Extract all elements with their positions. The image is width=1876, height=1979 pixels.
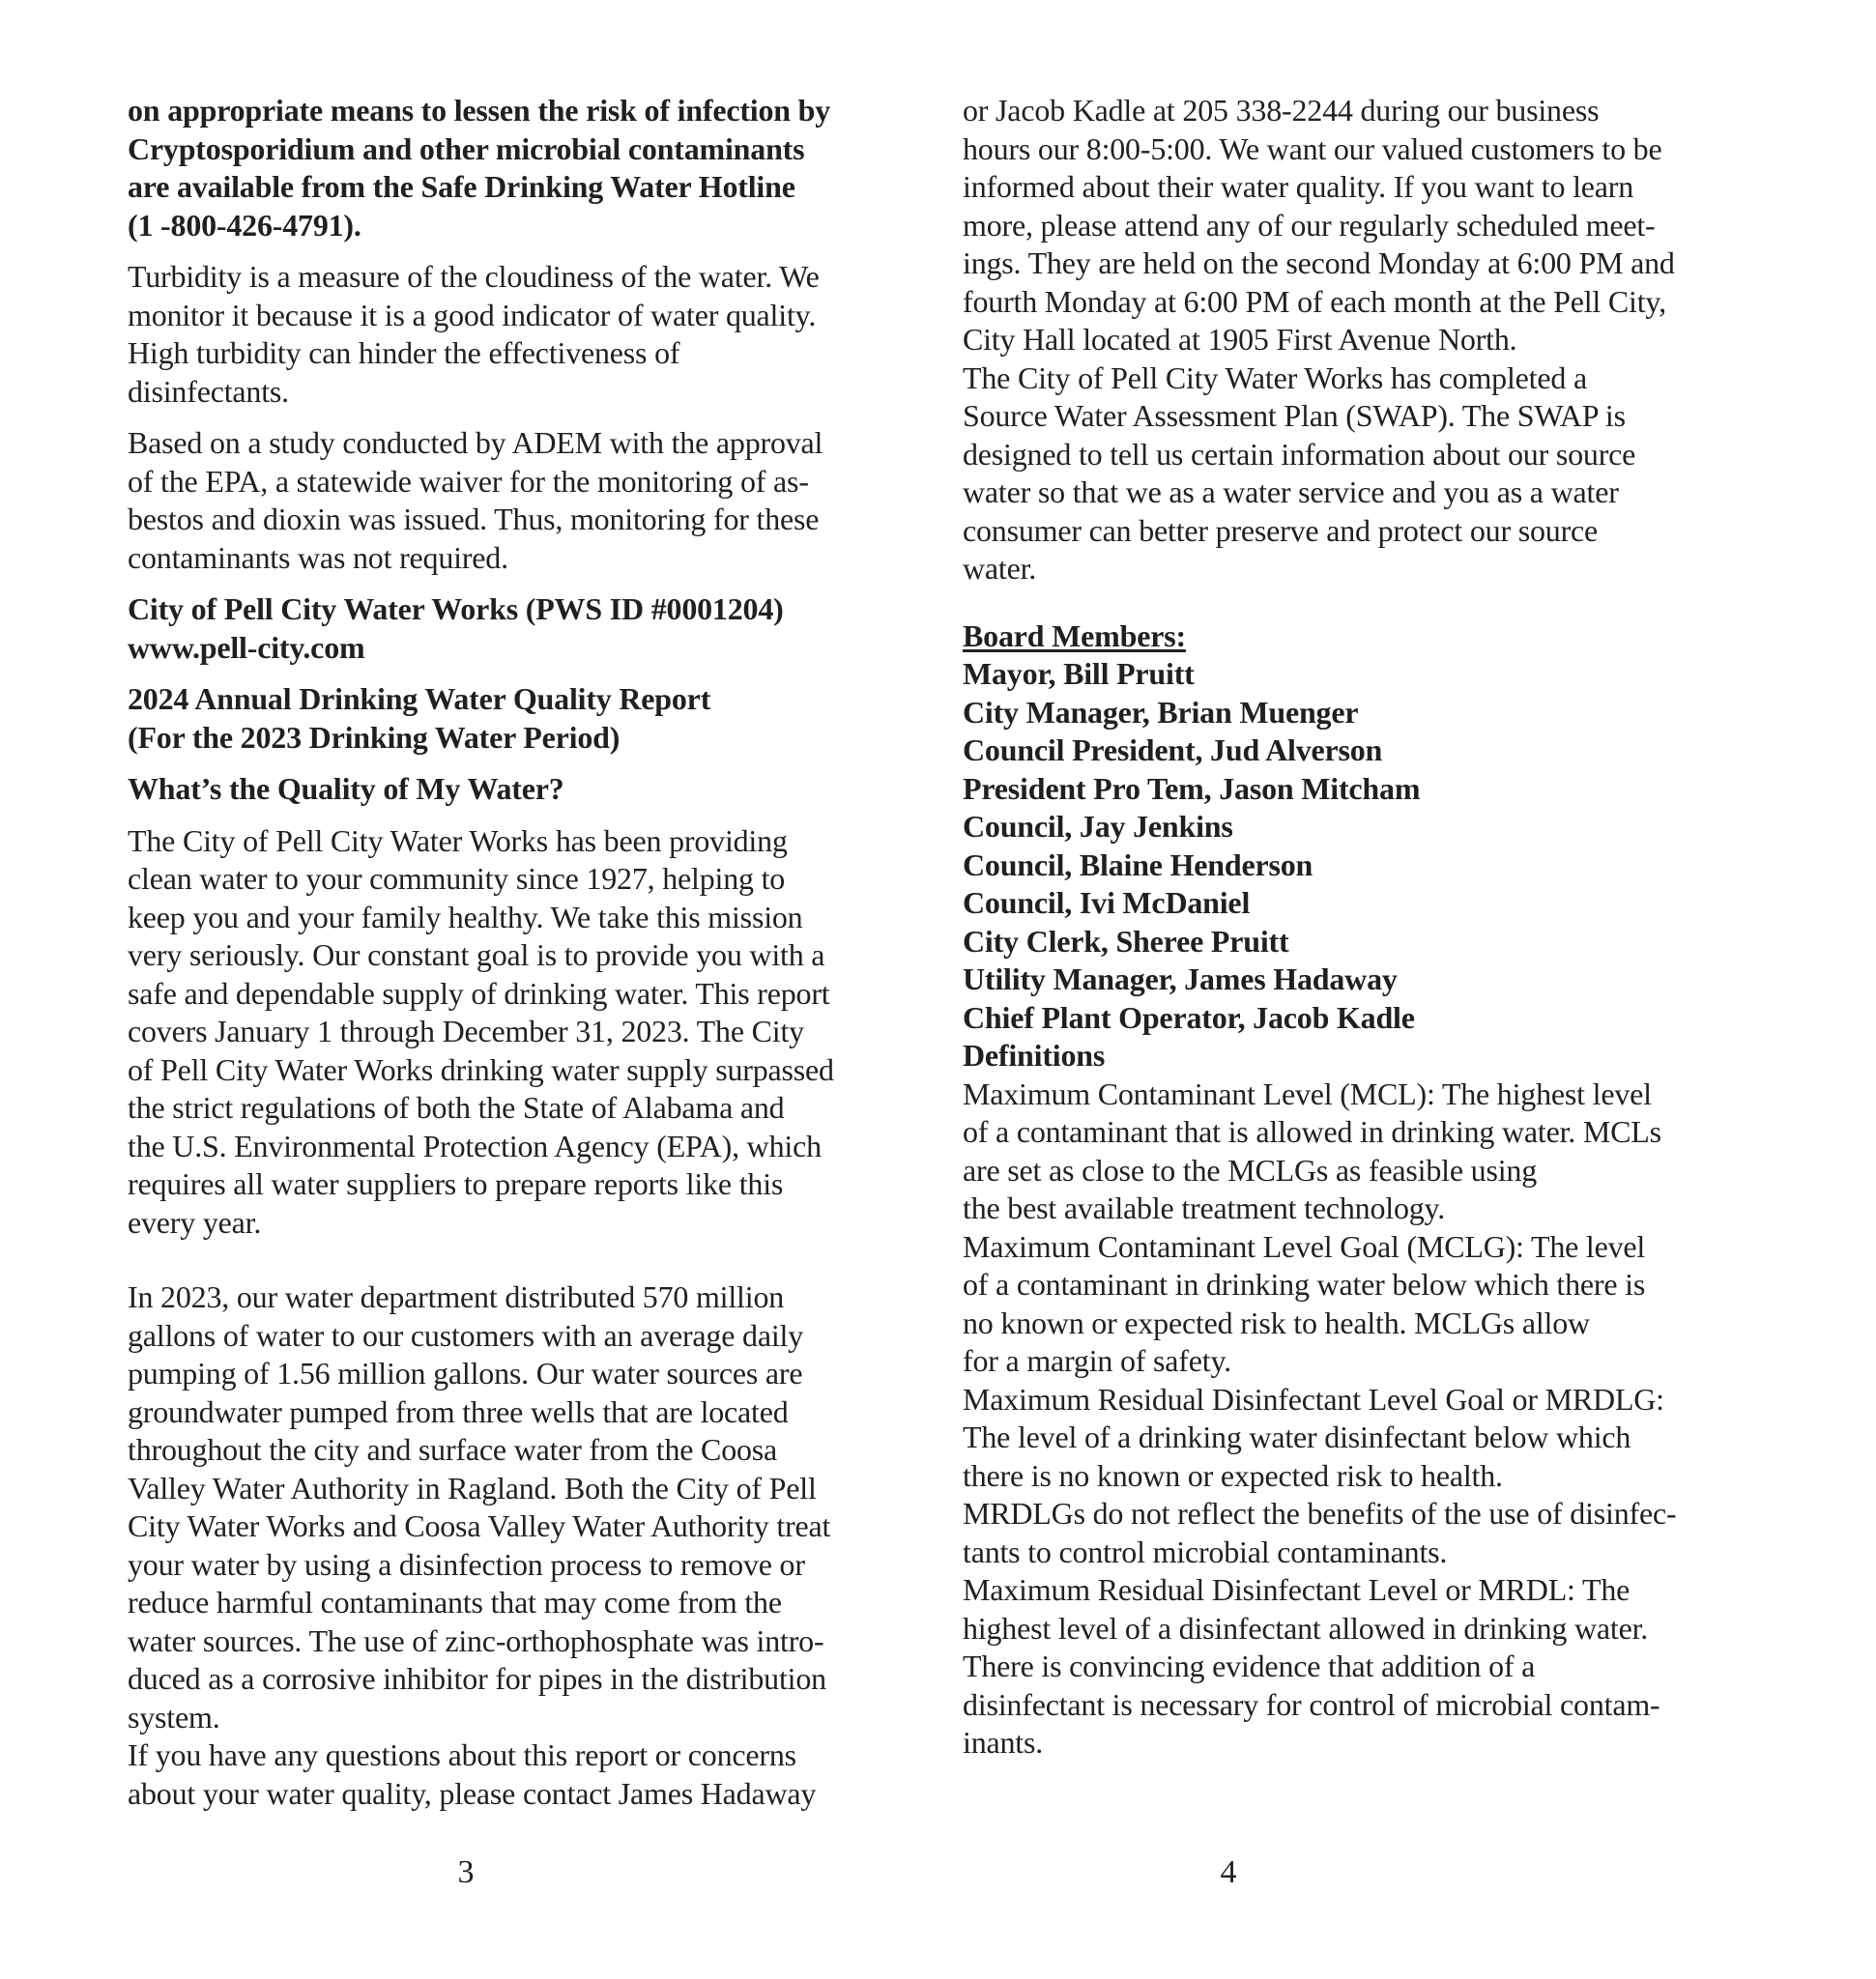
hotline-paragraph: on appropriate means to lessen the risk of infection by Cryptosporidium and other microbial contaminants are available from the Safe Drinking Water Hotline (1 -800-426-4791). xyxy=(128,93,831,243)
page-number: 3 xyxy=(457,1854,475,1890)
definitions-heading: Definitions xyxy=(963,1038,1106,1073)
board-member: Council, Blaine Henderson xyxy=(963,846,1313,882)
distribution-paragraph: In 2023, our water department distributed 570 million gallons of water to our customers with an average daily pumping of 1.56 million gallons. Our water sources are groundwater pumped from three wells that are located throughout the city and surface water from the Coosa Valley Water Authority in Ragland. Both the City of Pell City Water Works and Coosa Valley Water Authority treat your water by using a disinfection process to remove or reduce harmful contaminants that may come from the water sources. The use of zinc-orthophosphate was intro- duced as a corrosive inhibitor for pipes in the distribution system. xyxy=(128,1279,831,1735)
board-member: Utility Manager, James Hadaway xyxy=(963,961,1398,996)
board-member: Council, Jay Jenkins xyxy=(963,809,1233,844)
board-member: Council President, Jud Alverson xyxy=(963,732,1383,767)
right-column xyxy=(963,92,1736,1763)
board-member: Council, Ivi McDaniel xyxy=(963,885,1251,920)
right-page xyxy=(963,0,1736,1979)
left-column xyxy=(128,92,881,1813)
definition-mrdlg: Maximum Residual Disinfectant Level Goal or MRDLG: The level of a drinking water disinfectant below which there is no known or expected risk to health. MRDLGs do not reflect the benefits of the use of disinfec- tants to control microbial contaminants. xyxy=(963,1381,1677,1569)
board-member: President Pro Tem, Jason Mitcham xyxy=(963,770,1421,806)
page-number: 4 xyxy=(1220,1854,1237,1890)
report-title: 2024 Annual Drinking Water Quality Report (For the 2023 Drinking Water Period) xyxy=(128,681,711,755)
definition-mcl: Maximum Contaminant Level (MCL): The highest level of a contaminant that is allowed in drinking water. MCLs are set as close to the MCLGs as feasible using the best available treatment technology. xyxy=(963,1076,1661,1225)
quality-paragraph: The City of Pell City Water Works has been providing clean water to your community since 1927, helping to keep you and your family healthy. We take this mission very seriously. Our constant goal is to provide you with a safe and dependable supply of drinking water. This report covers January 1 through December 31, 2023. The City of Pell City Water Works drinking water supply surpassed the strict regulations of both the State of Alabama and the U.S. Environmental Protection Agency (EPA), which requires all water suppliers to prepare reports like this every year. xyxy=(128,822,834,1240)
swap-paragraph: The City of Pell City Water Works has completed a Source Water Assessment Plan (SWAP). The SWAP is designed to tell us certain information about our source water so that we as a water service and you as a water consumer can better preserve and protect our source water. xyxy=(963,359,1636,586)
board-member: City Clerk, Sheree Pruitt xyxy=(963,923,1289,959)
board-member-list xyxy=(963,655,1736,1037)
utility-heading: City of Pell City Water Works (PWS ID #0001204) www.pell-city.com xyxy=(128,591,784,665)
definition-mrdl: Maximum Residual Disinfectant Level or MRDL: The highest level of a disinfectant allowed in drinking water. There is convincing evidence that addition of a disinfectant is necessary for control of microbial contam- inants. xyxy=(963,1572,1660,1760)
questions-paragraph: If you have any questions about this report or concerns about your water quality, please contact James Hadaway xyxy=(128,1737,817,1811)
quality-heading: What’s the Quality of My Water? xyxy=(128,771,564,806)
board-member: Chief Plant Operator, Jacob Kadle xyxy=(963,999,1415,1035)
definition-mclg: Maximum Contaminant Level Goal (MCLG): The level of a contaminant in drinking water below which there is no known or expected risk to health. MCLGs allow for a margin of safety. xyxy=(963,1228,1646,1378)
board-member: City Manager, Brian Muenger xyxy=(963,694,1359,730)
board-heading: Board Members: xyxy=(963,617,1186,653)
contact-paragraph: or Jacob Kadle at 205 338-2244 during our business hours our 8:00-5:00. We want our valued customers to be informed about their water quality. If you want to learn more, please attend any of our regularly scheduled meet- ings. They are held on the second Monday at 6:00 PM and fourth Monday at 6:00 PM of each month at the Pell City, City Hall located at 1905 First Avenue North. xyxy=(963,93,1675,357)
board-member: Mayor, Bill Pruitt xyxy=(963,656,1195,691)
left-page xyxy=(128,0,881,1979)
turbidity-paragraph: Turbidity is a measure of the cloudiness of the water. We monitor it because it is a good indicator of water quality. High turbidity can hinder the effectiveness of disinfectants. xyxy=(128,259,820,409)
waiver-paragraph: Based on a study conducted by ADEM with the approval of the EPA, a statewide waiver for the monitoring of as- bestos and dioxin was issued. Thus, monitoring for these contaminants was not required. xyxy=(128,425,823,575)
